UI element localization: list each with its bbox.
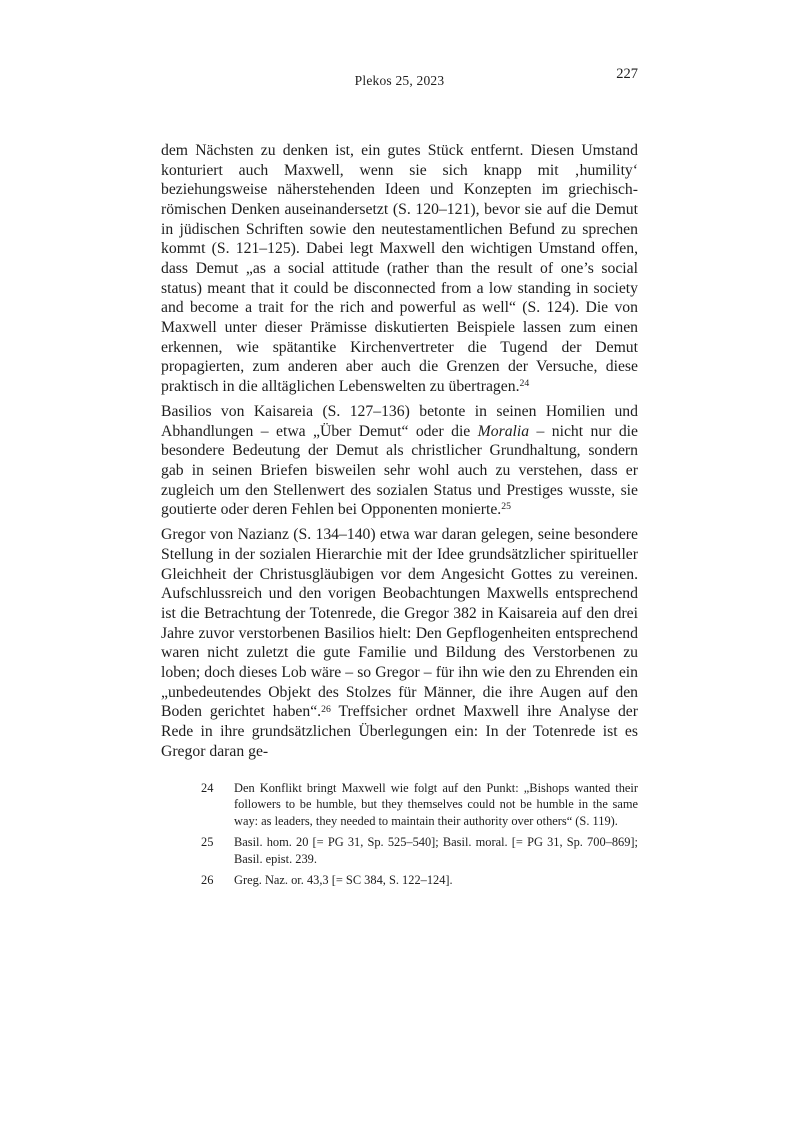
paragraph-1 xyxy=(161,141,638,397)
paragraph-2-text-end: – nicht nur die besondere Bedeutung der Demut als christlicher Grundhaltung, sondern gab in seinen Briefen bisweilen sehr wohl auch zu verstehen, dass er zugleich um den Stellenwert des sozialen Status und Prestiges wusste, sie goutierte oder deren Fehlen bei Opponenten monierte. xyxy=(161,422,638,519)
footnote-25 xyxy=(161,834,638,867)
footnote-ref-26: 26 xyxy=(321,703,331,715)
footnote-number: 25 xyxy=(201,835,214,850)
footnote-number: 24 xyxy=(201,781,214,795)
footnotes-section xyxy=(161,780,638,888)
footnote-26 xyxy=(161,872,638,888)
paragraph-3-text-start: Gregor von Nazianz (S. 134–140) etwa war daran gelegen, seine besondere Stellung in der sozialen Hierarchie mit der Idee grundsätzlicher spiritueller Gleichheit der Christusgläubigen vor dem Angesicht Gottes zu vereinen. Aufschlussreich und den vorigen Beobachtungen Maxwells entsprechend ist die Betrachtung der Totenrede, die Gregor 382 in Kaisareia auf den drei Jahre zuvor verstorbenen Basilios hielt: Den Gepflogenheiten entsprechend waren nicht zuletzt die gute Familie und Bildung des Verstorbenen zu loben; doch dieses Lob wäre – so Gregor – für ihn wie den zu Ehrenden ein „unbedeutendes Objekt des Stolzes für Männer, die ihre Augen auf den Boden gerichtet haben“. xyxy=(161,526,638,721)
page-header xyxy=(161,66,638,88)
work-title-moralia: Moralia xyxy=(477,422,530,440)
footnote-ref-24: 24 xyxy=(519,378,530,390)
journal-running-head: Plekos 25, 2023 xyxy=(354,73,445,88)
paragraph-3 xyxy=(161,525,638,761)
footnote-24 xyxy=(161,780,638,829)
footnote-text: Basil. hom. 20 [= PG 31, Sp. 525–540]; Basil. moral. [= PG 31, Sp. 700–869]; Basil. epist. 239. xyxy=(234,835,638,866)
paragraph-1-text: dem Nächsten zu denken ist, ein gutes Stück entfernt. Diesen Umstand konturiert auch Maxwell, wenn sie sich knapp mit ‚humility‘ beziehungsweise näherstehenden Ideen und Konzepten im griechisch-römischen Denken auseinandersetzt (S. 120–121), bevor sie auf die Demut in jüdischen Schriften sowie den neutestamentlichen Befund zu sprechen kommt (S. 121–125). Dabei legt Maxwell den wichtigen Umstand offen, dass Demut „as a social attitude (rather than the result of one’s social status) meant that it could be disconnected from a low standing in society and become a trait for the rich and powerful as well“ (S. 124). Die von Maxwell unter dieser Prämisse diskutierten Beispiele lassen zum einen erkennen, wie spätantike Kirchenvertreter die Tugend der Demut propagierten, zum anderen aber auch die Grenzen der Versuche, diese praktisch in die alltäglichen Lebenswelten zu übertragen. xyxy=(161,142,638,395)
paragraph-2 xyxy=(161,402,638,520)
footnote-ref-25: 25 xyxy=(501,501,511,513)
paragraph-3-text-end: Treffsicher ordnet Maxwell ihre Analyse der Rede in ihre grundsätzlichen Überlegungen ein: In der Totenrede ist es Gregor daran ge- xyxy=(161,703,638,760)
page-number: 227 xyxy=(616,66,638,82)
footnote-text: Greg. Naz. or. 43,3 [= SC 384, S. 122–124]. xyxy=(234,873,453,888)
paragraph-2-text-start: Basilios von Kaisareia (S. 127–136) betonte in seinen Homilien und Abhandlungen – etwa „Über Demut“ oder die xyxy=(161,403,638,440)
footnote-number: 26 xyxy=(201,873,214,888)
footnote-text: Den Konflikt bringt Maxwell wie folgt auf den Punkt: „Bishops wanted their followers to be humble, but they themselves could not be humble in the same way: as leaders, they needed to maintain their authority over others“ (S. 119). xyxy=(234,781,638,828)
main-text-block xyxy=(161,141,638,761)
